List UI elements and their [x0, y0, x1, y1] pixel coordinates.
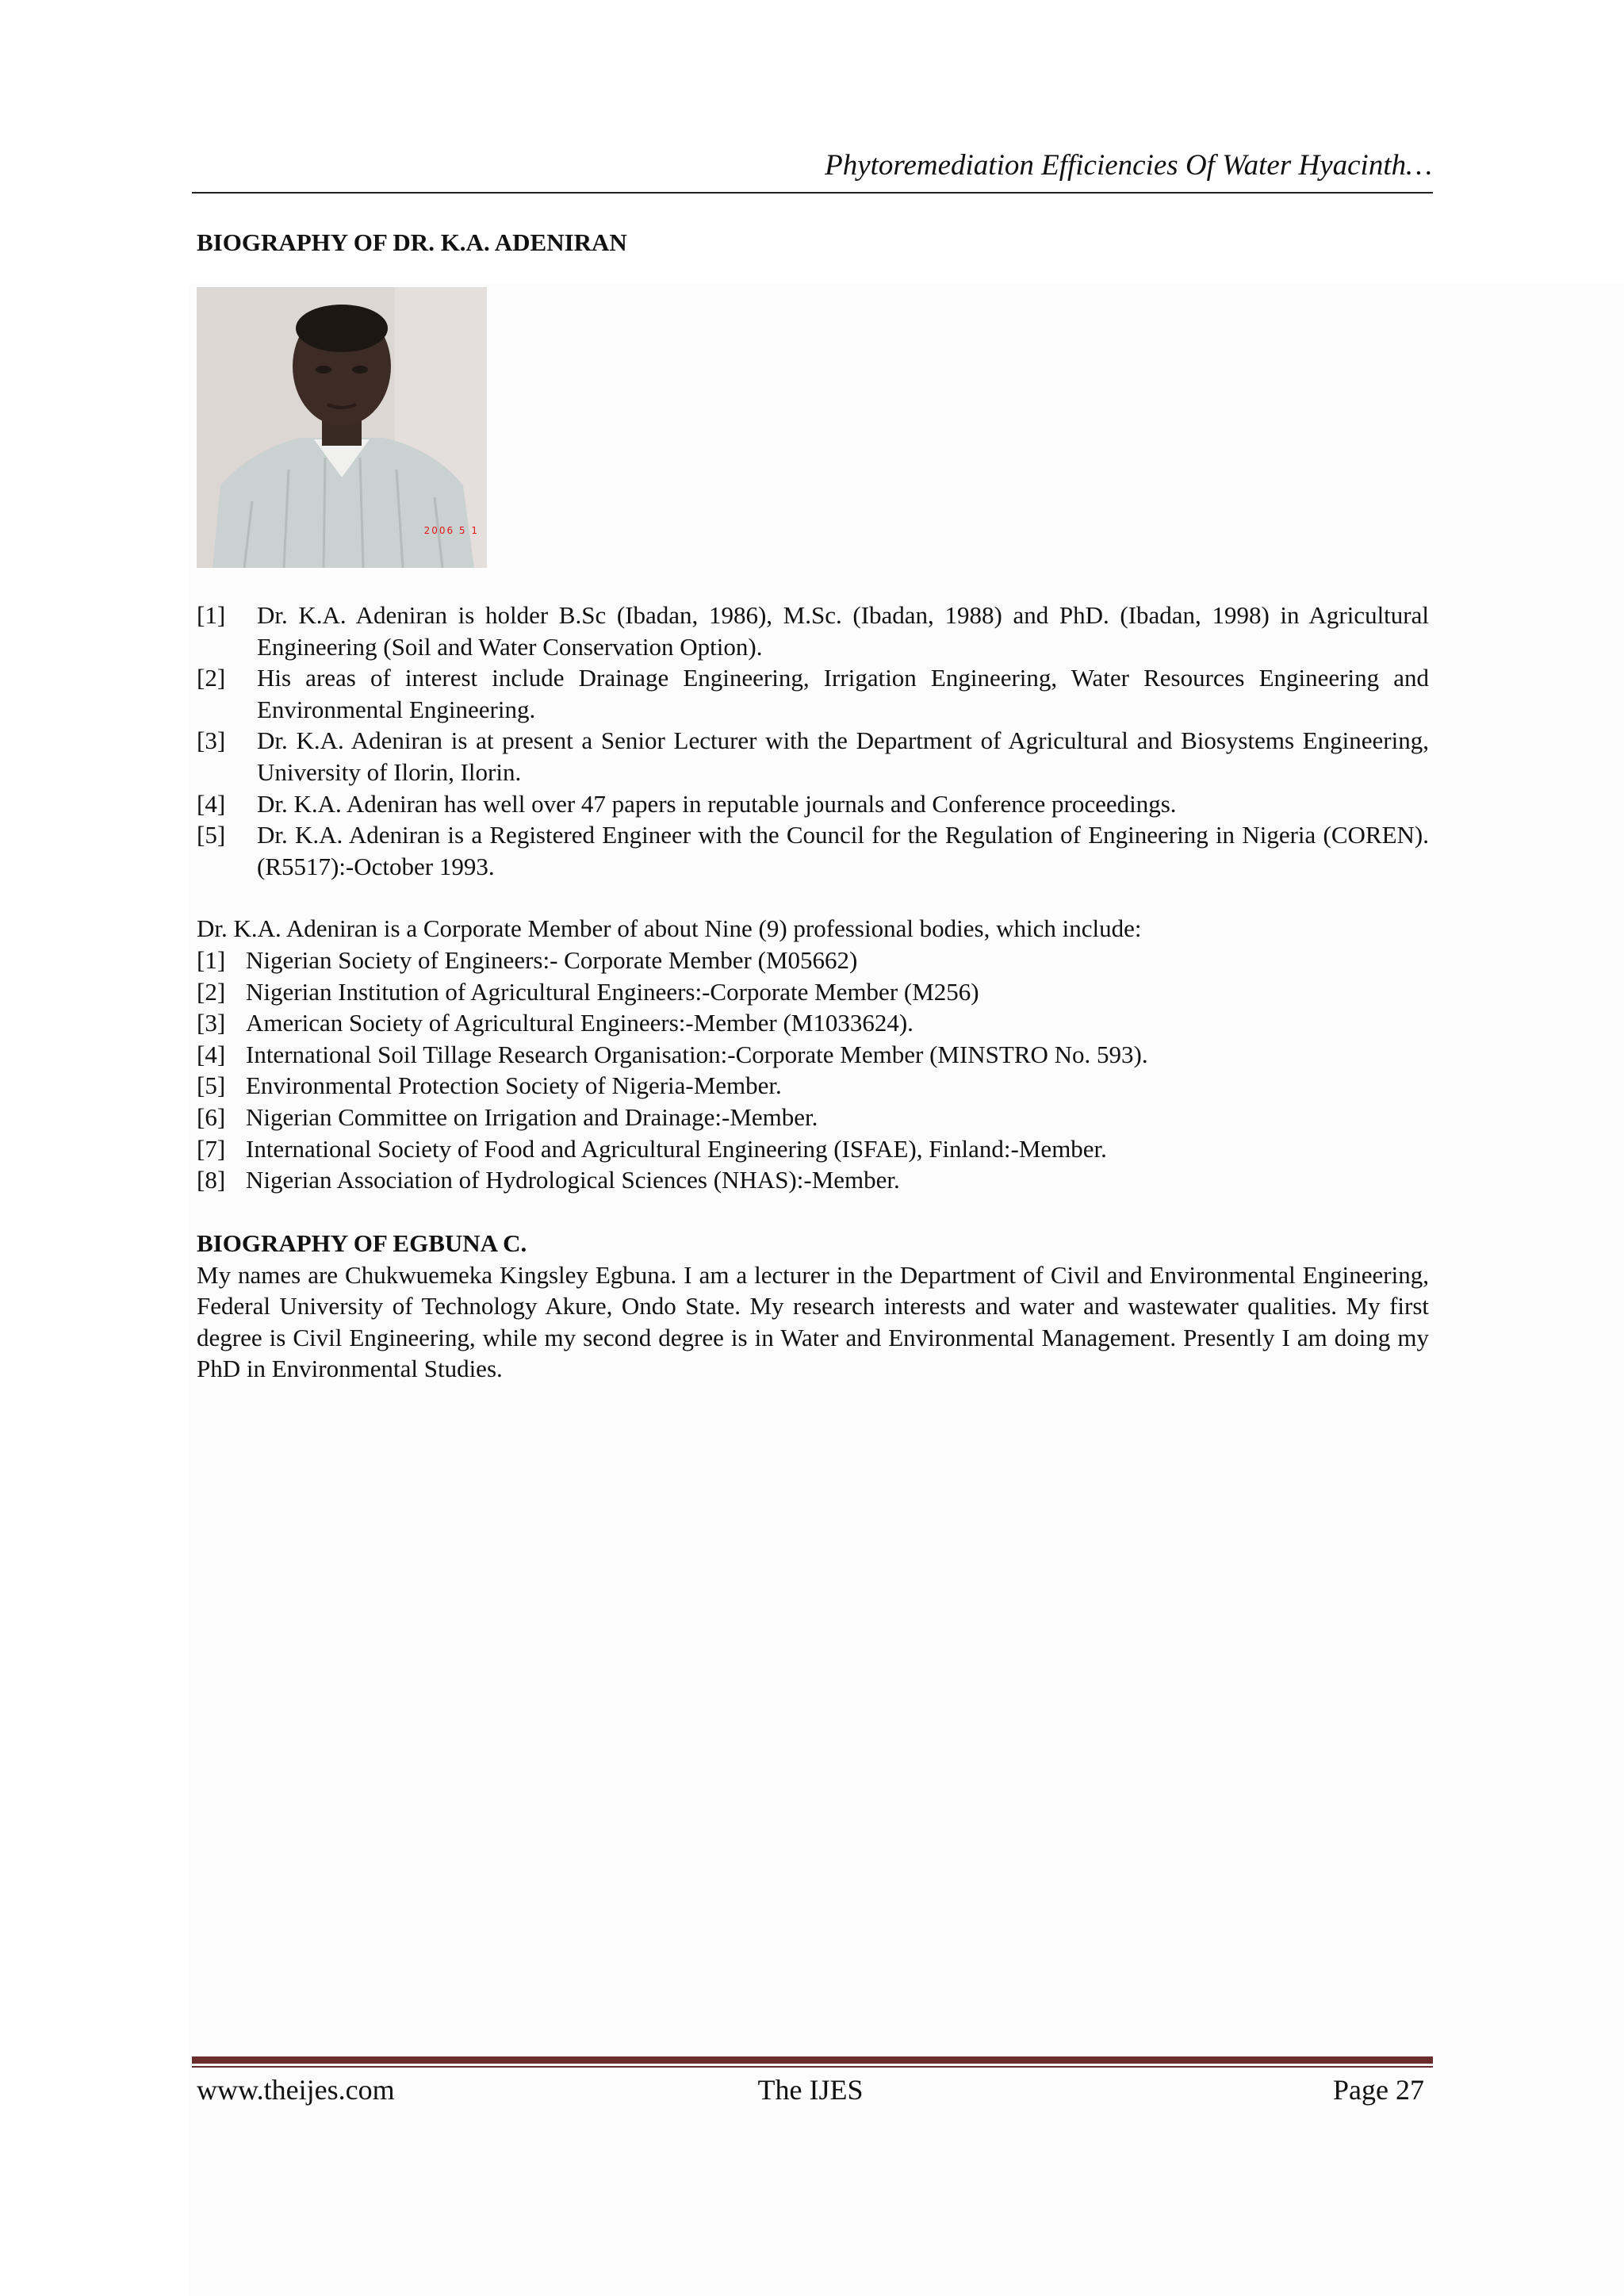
- portrait-photo: [197, 287, 487, 568]
- list-item-text: His areas of interest include Drainage Engineering, Irrigation Engineering, Water Resources Engineering and Environmental Engineering.: [257, 664, 1429, 723]
- bio-paragraph-egbuna: My names are Chukwuemeka Kingsley Egbuna. I am a lecturer in the Department of Civil and Environmental Engineering, Federal University of Technology Akure, Ondo State. My research interests and water and wastewater qualities. My first degree is Civil Engineering, while my second degree is in Water and Environmental Management. Presently I am doing my PhD in Environmental Studies.: [197, 1260, 1429, 1383]
- membership-text: Nigerian Association of Hydrological Sciences (NHAS):-Member.: [246, 1166, 900, 1194]
- membership-item: [197, 1007, 1429, 1039]
- membership-text: International Society of Food and Agricultural Engineering (ISFAE), Finland:-Member.: [246, 1134, 1107, 1163]
- list-item: [197, 600, 1429, 662]
- membership-item: [197, 976, 1429, 1008]
- running-header: Phytoremediation Efficiencies Of Water Hyacinth…: [825, 149, 1432, 182]
- membership-text: Nigerian Committee on Irrigation and Drainage:-Member.: [246, 1102, 818, 1131]
- header-rule: [192, 192, 1433, 194]
- bio-heading-adeniran: BIOGRAPHY OF DR. K.A. ADENIRAN: [197, 228, 627, 256]
- footer-rule-thin: [192, 2066, 1433, 2068]
- footer-page-number: Page 27: [1333, 2074, 1424, 2106]
- list-item-number: [1]: [197, 601, 226, 629]
- membership-intro: Dr. K.A. Adeniran is a Corporate Member of about Nine (9) professional bodies, which include:: [197, 914, 1142, 943]
- membership-number: [7]: [197, 1134, 226, 1163]
- list-item-number: [5]: [197, 821, 226, 849]
- membership-item: [197, 1039, 1429, 1071]
- list-item-number: [2]: [197, 664, 226, 692]
- membership-text: Nigerian Society of Engineers:- Corporate Member (M05662): [246, 945, 858, 974]
- footer-website: www.theijes.com: [197, 2074, 395, 2106]
- list-item-text: Dr. K.A. Adeniran is holder B.Sc (Ibadan, 1986), M.Sc. (Ibadan, 1988) and PhD. (Ibadan, 1998) in Agricultural Engineering (Soil and Water Conservation Option).: [257, 601, 1429, 661]
- list-item-number: [4]: [197, 789, 226, 818]
- list-item-number: [3]: [197, 726, 226, 755]
- page-footer: [197, 2070, 1424, 2110]
- membership-number: [3]: [197, 1009, 226, 1037]
- photo-date-stamp: 2006 5 1: [423, 525, 479, 537]
- membership-number: [2]: [197, 977, 226, 1006]
- membership-list: [197, 945, 1429, 1196]
- membership-text: International Soil Tillage Research Organisation:-Corporate Member (MINSTRO No. 593).: [246, 1040, 1148, 1068]
- bio-section-egbuna: [197, 1228, 1429, 1385]
- membership-text: Environmental Protection Society of Nigeria-Member.: [246, 1071, 782, 1100]
- list-item: [197, 725, 1429, 788]
- bio-heading-egbuna: BIOGRAPHY OF EGBUNA C.: [197, 1228, 527, 1257]
- qualifications-list: [197, 600, 1429, 882]
- footer-journal: The IJES: [757, 2074, 864, 2106]
- membership-number: [4]: [197, 1040, 226, 1068]
- membership-item: [197, 1102, 1429, 1133]
- list-item-text: Dr. K.A. Adeniran is at present a Senior Lecturer with the Department of Agricultural and Biosystems Engineering, University of Ilorin, Ilorin.: [257, 726, 1429, 786]
- list-item: [197, 662, 1429, 725]
- list-item: [197, 788, 1429, 820]
- membership-number: [1]: [197, 945, 226, 974]
- membership-item: [197, 1133, 1429, 1165]
- membership-item: [197, 1070, 1429, 1102]
- membership-item: [197, 1164, 1429, 1196]
- membership-text: American Society of Agricultural Engineers:-Member (M1033624).: [246, 1009, 914, 1037]
- membership-number: [6]: [197, 1102, 226, 1131]
- membership-number: [5]: [197, 1071, 226, 1100]
- membership-text: Nigerian Institution of Agricultural Engineers:-Corporate Member (M256): [246, 977, 979, 1006]
- page-content: [197, 227, 1429, 1385]
- list-item-text: Dr. K.A. Adeniran has well over 47 papers in reputable journals and Conference proceedings.: [257, 789, 1177, 818]
- list-item-text: Dr. K.A. Adeniran is a Registered Engineer with the Council for the Regulation of Engineering in Nigeria (COREN). (R5517):-October 1993.: [257, 821, 1429, 880]
- list-item: [197, 819, 1429, 882]
- footer-rule-thick: [192, 2056, 1433, 2064]
- membership-number: [8]: [197, 1166, 226, 1194]
- membership-item: [197, 945, 1429, 976]
